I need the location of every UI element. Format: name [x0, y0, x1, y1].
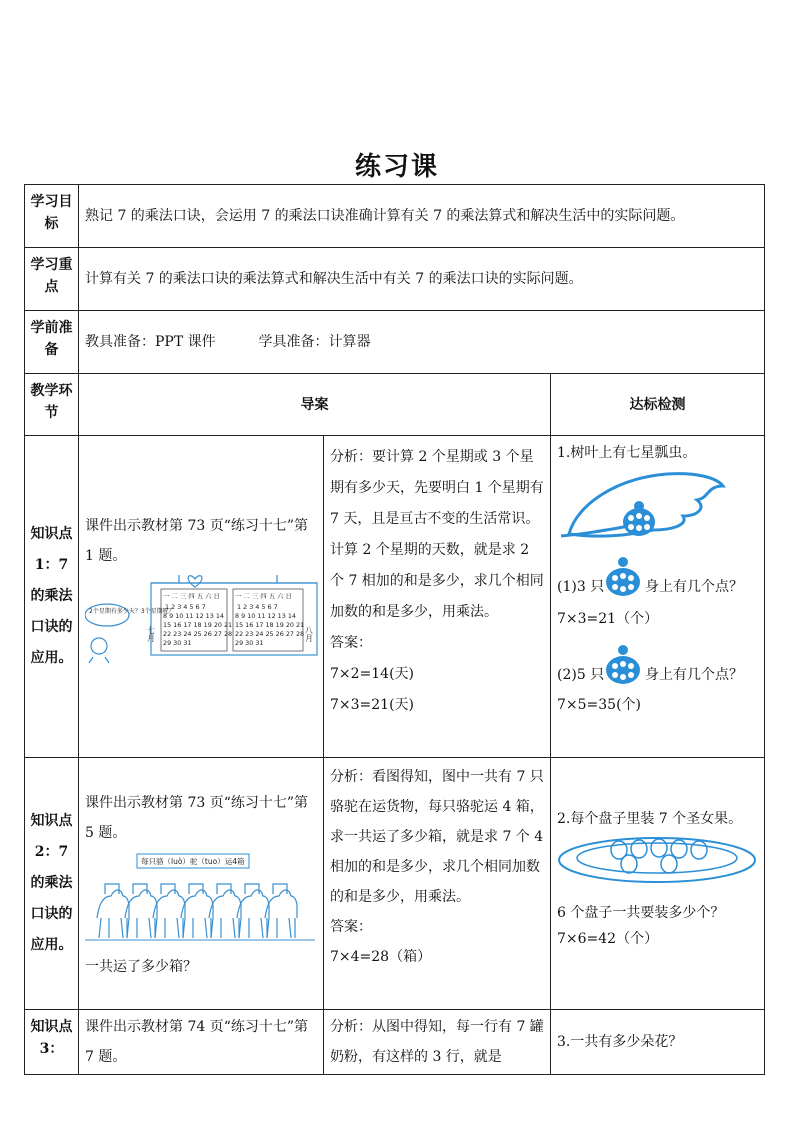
camel-icon	[181, 884, 213, 938]
cal-row: 29 30 31	[235, 639, 264, 647]
k2-label: 知识点 2：7 的乘法口诀的应用。	[25, 758, 79, 1010]
k1-analysis-cell	[324, 436, 551, 758]
k1-check-answer-2: 7×5=35(个)	[557, 697, 642, 713]
tomato-icon	[621, 855, 637, 873]
calendar-illustration	[85, 571, 319, 666]
prep-label: 学前准备	[25, 311, 79, 374]
row-prep	[25, 311, 765, 374]
plate-tomatoes-illustration	[557, 834, 757, 892]
k1-answer-label: 答案：	[330, 635, 372, 651]
k3-label: 知识点 3：	[25, 1010, 79, 1075]
k1-q2-suffix: 身上有几个点？	[645, 667, 743, 683]
month2-label: 八月	[304, 626, 314, 642]
camel-icon	[265, 884, 297, 938]
prep-text	[79, 311, 765, 374]
k2-answer-label: 答案：	[330, 919, 372, 935]
row-k2	[25, 758, 765, 1010]
tomato-icon	[651, 839, 667, 857]
k2-guide-cell	[79, 758, 324, 1010]
camel-icon	[97, 884, 129, 938]
k3-guide-cell	[79, 1010, 324, 1075]
camel-icon	[153, 884, 185, 938]
tomato-icon	[691, 841, 707, 859]
camel-icon	[209, 884, 241, 938]
ladybug-icon	[603, 554, 643, 598]
k1-check-answer-1: 7×3=21（个）	[557, 611, 659, 627]
cal-row: 8 9 10 11 12 13 14	[235, 612, 296, 620]
weekday-row-2: 一 二 三 四 五 六 日	[235, 592, 292, 600]
leaf-ladybug-illustration	[557, 464, 727, 550]
k1-answer-2: 7×3=21(天)	[330, 697, 415, 713]
k1-check-cell	[551, 436, 765, 758]
cal-row: 29 30 31	[163, 639, 192, 647]
header-label: 教学环节	[25, 374, 79, 436]
k2-guide-text: 课件出示教材第 73 页“练习十七”第 5 题。	[85, 795, 309, 841]
k1-label: 知识点 1：7 的乘法口诀的应用。	[25, 436, 79, 758]
k2-check-title: 2.每个盘子里装 7 个圣女果。	[557, 811, 743, 827]
k1-check-title: 1.树叶上有七星瓢虫。	[557, 445, 697, 461]
k2-check-cell	[551, 758, 765, 1010]
cal-row: 15 16 17 18 19 20 21	[163, 621, 233, 629]
check-header: 达标检测	[551, 374, 765, 436]
goal-label: 学习目标	[25, 185, 79, 248]
ladybug-icon	[623, 501, 655, 536]
row-focus	[25, 248, 765, 311]
row-header	[25, 374, 765, 436]
goal-text: 熟记 7 的乘法口诀，会运用 7 的乘法口诀准确计算有关 7 的乘法算式和解决生活中的实际问题。	[79, 185, 765, 248]
page-title: 练习课	[354, 152, 439, 182]
k1-q1	[557, 554, 758, 606]
focus-text: 计算有关 7 的乘法口诀的乘法算式和解决生活中有关 7 的乘法口诀的实际问题。	[79, 248, 765, 311]
k2-banner: 每只骆（luò）驼（tuo）运4箱	[141, 857, 245, 866]
lesson-plan-table	[24, 184, 765, 1075]
k3-check-cell	[551, 1010, 765, 1075]
row-goal	[25, 185, 765, 248]
weekday-row-1: 一 二 三 四 五 六 日	[163, 592, 220, 600]
k1-q1-prefix: (1)3 只	[557, 579, 605, 595]
row-k1	[25, 436, 765, 758]
camel-icon	[125, 884, 157, 938]
k1-bubble: 2个星期有多少天？3个星期呢？	[89, 608, 175, 615]
k1-q2	[557, 642, 758, 694]
cal-row: 15 16 17 18 19 20 21	[235, 621, 305, 629]
tomato-icon	[671, 840, 687, 858]
k2-analysis-cell	[324, 758, 551, 1010]
k1-q2-prefix: (2)5 只	[557, 667, 605, 683]
k1-analysis: 分析：要计算 2 个星期或 3 个星期有多少天，先要明白 1 个星期有 7 天，且是亘古不变的生活常识。计算 2 个星期的天数，就是求 2 个 7 相加的和是多少，求几个相同加数的和是多少，用乘法。	[330, 449, 544, 620]
k2-analysis: 分析：看图得知，图中一共有 7 只骆驼在运货物，每只骆驼运 4 箱，求一共运了多少箱，就是求 7 个 4 相加的和是多少，求几个相同加数的和是多少，用乘法。	[330, 769, 544, 905]
k2-answer: 7×4=28（箱）	[330, 949, 432, 965]
teacher-prep: 教具准备：PPT 课件	[85, 334, 216, 350]
k1-guide-text: 课件出示教材第 73 页“练习十七”第 1 题。	[85, 518, 309, 564]
k1-answer-1: 7×2=14(天)	[330, 666, 415, 682]
row-k3	[25, 1010, 765, 1075]
month1-label: 七月	[146, 626, 156, 642]
focus-label: 学习重点	[25, 248, 79, 311]
ladybug-icon	[603, 642, 643, 686]
k1-q1-suffix: 身上有几个点？	[645, 579, 743, 595]
k1-guide-cell	[79, 436, 324, 758]
k3-check-title: 3.一共有多少朵花？	[557, 1034, 683, 1050]
cal-row: 22 23 24 25 26 27 28	[163, 630, 233, 638]
cal-row: 1 2 3 4 5 6 7	[237, 603, 278, 611]
cal-row: 1 2 3 4 5 6 7	[165, 603, 206, 611]
k2-check-answer: 7×6=42（个）	[557, 931, 659, 947]
k2-question: 一共运了多少箱？	[85, 959, 197, 975]
camel-icon	[237, 884, 269, 938]
student-prep: 学具准备：计算器	[258, 334, 371, 350]
cal-row: 22 23 24 25 26 27 28	[235, 630, 305, 638]
k2-check-question: 6 个盘子一共要装多少个？	[557, 905, 725, 921]
guide-header: 导案	[79, 374, 551, 436]
cal-row: 8 9 10 11 12 13 14	[163, 612, 224, 620]
tomato-icon	[661, 855, 677, 873]
k3-guide-text: 课件出示教材第 74 页“练习十七”第 7 题。	[85, 1019, 309, 1065]
camel-caravan-illustration	[85, 848, 315, 948]
k3-analysis-cell	[324, 1010, 551, 1075]
k3-analysis: 分析：从图中得知，每一行有 7 罐奶粉，有这样的 3 行，就是	[330, 1019, 544, 1065]
